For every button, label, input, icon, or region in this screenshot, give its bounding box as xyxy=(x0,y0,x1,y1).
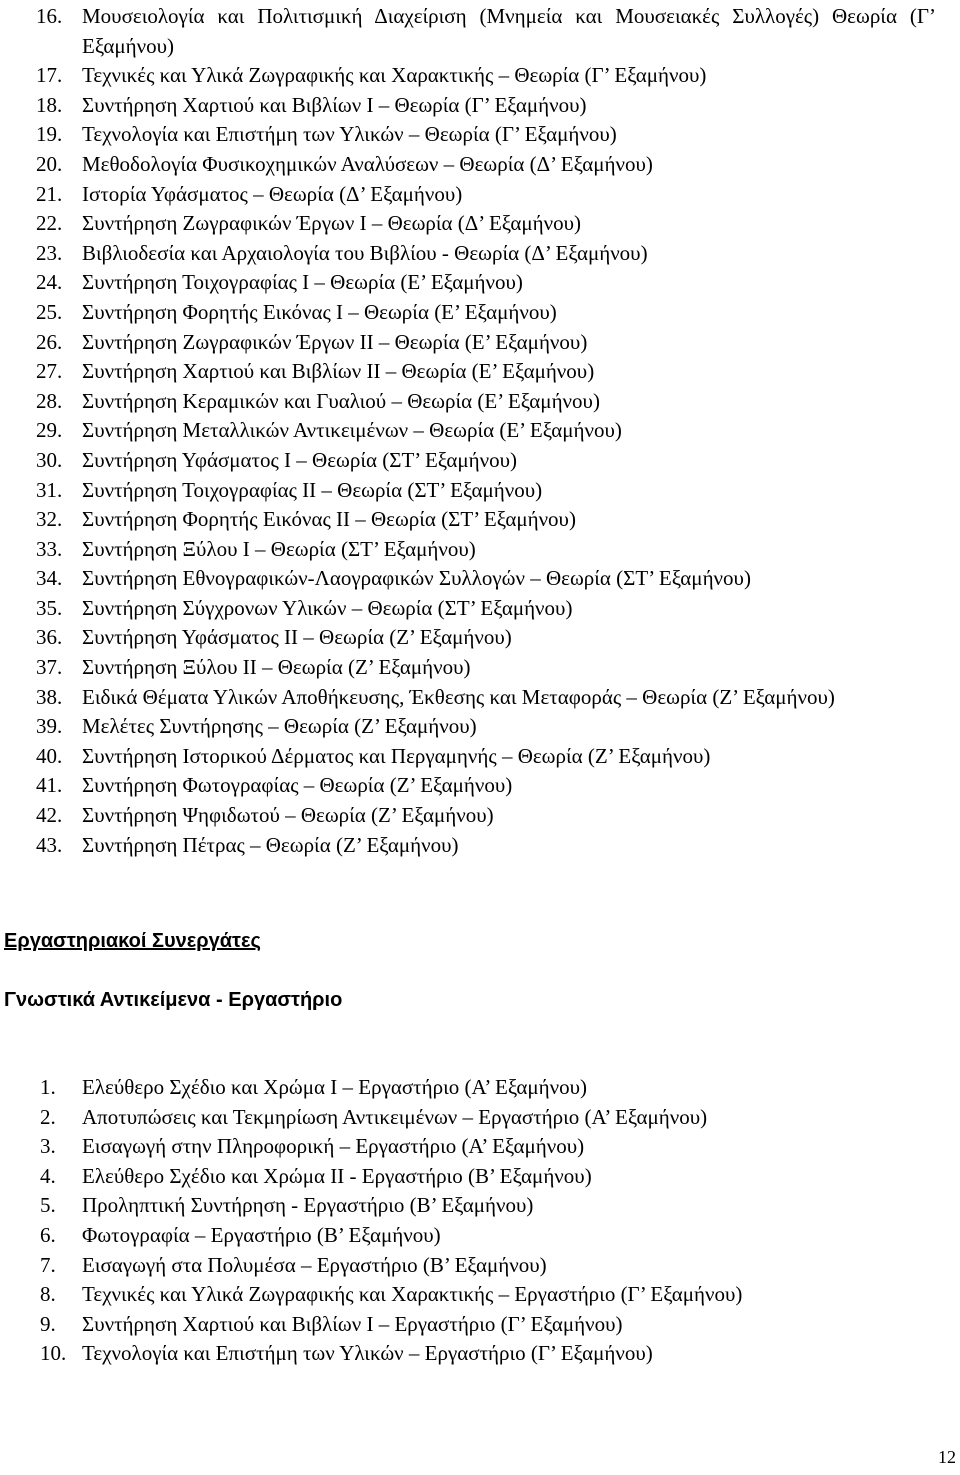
list-item xyxy=(36,683,936,713)
list-item-text: Συντήρηση Φωτογραφίας – Θεωρία (Ζ’ Εξαμήνου) xyxy=(82,773,513,798)
list-item-text: Ελεύθερο Σχέδιο και Χρώμα Ι – Εργαστήριο (Α’ Εξαμήνου) xyxy=(82,1075,588,1099)
list-item-text: Συντήρηση Υφάσματος ΙΙ – Θεωρία (Ζ’ Εξαμήνου) xyxy=(82,625,512,650)
list-item-number: 22. xyxy=(36,211,63,236)
list-item xyxy=(40,1103,920,1133)
list-item xyxy=(36,564,936,594)
list-item xyxy=(40,1191,920,1221)
list-item-text: Μελέτες Συντήρησης – Θεωρία (Ζ’ Εξαμήνου) xyxy=(82,714,477,739)
list-item-text: Συντήρηση Ζωγραφικών Έργων Ι – Θεωρία (Δ’ Εξαμήνου) xyxy=(82,211,581,236)
list-item-number: 19. xyxy=(36,122,63,147)
lab-course-list xyxy=(40,1073,920,1369)
list-item-number: 5. xyxy=(40,1193,56,1218)
list-item-number: 26. xyxy=(36,329,63,354)
list-item-number: 21. xyxy=(36,181,63,206)
list-item-text: Συντήρηση Ψηφιδωτού – Θεωρία (Ζ’ Εξαμήνου) xyxy=(82,803,494,828)
list-item-text: Συντήρηση Υφάσματος Ι – Θεωρία (ΣΤ’ Εξαμήνου) xyxy=(82,447,517,472)
list-item xyxy=(40,1310,920,1340)
list-item-number: 39. xyxy=(36,714,63,739)
list-item-text: Συντήρηση Φορητής Εικόνας ΙΙ – Θεωρία (ΣΤ’ Εξαμήνου) xyxy=(82,507,576,532)
list-item-text: Ελεύθερο Σχέδιο και Χρώμα ΙΙ - Εργαστήριο (Β’ Εξαμήνου) xyxy=(82,1163,592,1188)
list-item xyxy=(36,91,936,121)
list-item-text: Βιβλιοδεσία και Αρχαιολογία του Βιβλίου - Θεωρία (Δ’ Εξαμήνου) xyxy=(82,240,648,265)
list-item-number: 2. xyxy=(40,1104,56,1129)
list-item-text: Συντήρηση Σύγχρονων Υλικών – Θεωρία (ΣΤ’ Εξαμήνου) xyxy=(82,595,573,620)
list-item xyxy=(36,801,936,831)
list-item-number: 28. xyxy=(36,388,63,413)
list-item-text: Εισαγωγή στην Πληροφορική – Εργαστήριο (Α’ Εξαμήνου) xyxy=(82,1134,585,1159)
list-item xyxy=(36,771,936,801)
list-item-number: 23. xyxy=(36,240,63,265)
list-item-number: 32. xyxy=(36,507,63,532)
list-item xyxy=(36,831,936,861)
list-item-text: Συντήρηση Ξύλου Ι – Θεωρία (ΣΤ’ Εξαμήνου) xyxy=(82,536,476,561)
list-item xyxy=(36,535,936,565)
list-item-number: 8. xyxy=(40,1282,56,1307)
list-item xyxy=(36,387,936,417)
list-item xyxy=(36,209,936,239)
list-item xyxy=(40,1251,920,1281)
list-item-text: Τεχνολογία και Επιστήμη των Υλικών – Εργαστήριο (Γ’ Εξαμήνου) xyxy=(82,1341,653,1366)
list-item xyxy=(40,1132,920,1162)
list-item-text: Φωτογραφία – Εργαστήριο (Β’ Εξαμήνου) xyxy=(82,1222,441,1247)
list-item-text: Συντήρηση Πέτρας – Θεωρία (Ζ’ Εξαμήνου) xyxy=(82,832,459,857)
list-item-text: Μουσειολογία και Πολιτισμική Διαχείριση (Μνημεία και Μουσειακές Συλλογές) Θεωρία (Γ’ Εξαμήνου) xyxy=(82,4,936,58)
list-item-number: 33. xyxy=(36,536,63,561)
list-item xyxy=(36,505,936,535)
list-item-number: 20. xyxy=(36,151,63,176)
list-item-number: 31. xyxy=(36,477,63,502)
list-item-number: 3. xyxy=(40,1134,56,1159)
list-item xyxy=(36,239,936,269)
list-item-text: Εισαγωγή στα Πολυμέσα – Εργαστήριο (Β’ Εξαμήνου) xyxy=(82,1252,547,1277)
list-item-text: Ιστορία Υφάσματος – Θεωρία (Δ’ Εξαμήνου) xyxy=(82,181,463,206)
list-item xyxy=(40,1073,920,1103)
list-item xyxy=(36,357,936,387)
list-item-text: Συντήρηση Χαρτιού και Βιβλίων ΙΙ – Θεωρία (Ε’ Εξαμήνου) xyxy=(82,359,595,384)
list-item xyxy=(36,742,936,772)
list-item-number: 7. xyxy=(40,1252,56,1277)
list-item-number: 24. xyxy=(36,270,63,295)
list-item-text: Τεχνικές και Υλικά Ζωγραφικής και Χαρακτικής – Εργαστήριο (Γ’ Εξαμήνου) xyxy=(82,1282,743,1307)
list-item-text: Μεθοδολογία Φυσικοχημικών Αναλύσεων – Θεωρία (Δ’ Εξαμήνου) xyxy=(82,151,653,176)
list-item xyxy=(36,416,936,446)
list-item xyxy=(36,61,936,91)
list-item-number: 9. xyxy=(40,1311,56,1336)
list-item xyxy=(40,1280,920,1310)
list-item-text: Προληπτική Συντήρηση - Εργαστήριο (Β’ Εξαμήνου) xyxy=(82,1193,534,1218)
list-item-text: Τεχνολογία και Επιστήμη των Υλικών – Θεωρία (Γ’ Εξαμήνου) xyxy=(82,122,617,147)
list-item xyxy=(36,150,936,180)
list-item-text: Συντήρηση Μεταλλικών Αντικειμένων – Θεωρία (Ε’ Εξαμήνου) xyxy=(82,418,622,443)
list-item-number: 38. xyxy=(36,684,63,709)
lab-subjects-heading: Γνωστικά Αντικείμενα - Εργαστήριο xyxy=(4,989,343,1011)
list-item-number: 1. xyxy=(40,1075,56,1099)
list-item xyxy=(36,2,936,61)
list-item xyxy=(36,298,936,328)
list-item xyxy=(36,712,936,742)
list-item xyxy=(36,268,936,298)
list-item xyxy=(40,1221,920,1251)
list-item-number: 10. xyxy=(40,1341,67,1366)
list-item-text: Συντήρηση Τοιχογραφίας ΙΙ – Θεωρία (ΣΤ’ Εξαμήνου) xyxy=(82,477,543,502)
list-item-number: 18. xyxy=(36,92,63,117)
list-item xyxy=(36,180,936,210)
list-item-number: 16. xyxy=(36,4,63,28)
list-item-number: 36. xyxy=(36,625,63,650)
list-item-text: Συντήρηση Φορητής Εικόνας Ι – Θεωρία (Ε’ Εξαμήνου) xyxy=(82,299,557,324)
list-item-text: Συντήρηση Τοιχογραφίας Ι – Θεωρία (Ε’ Εξαμήνου) xyxy=(82,270,523,295)
list-item-number: 41. xyxy=(36,773,63,798)
list-item-text: Συντήρηση Χαρτιού και Βιβλίων Ι – Θεωρία (Γ’ Εξαμήνου) xyxy=(82,92,587,117)
list-item xyxy=(36,328,936,358)
list-item-number: 4. xyxy=(40,1163,56,1188)
list-item-text: Συντήρηση Χαρτιού και Βιβλίων Ι – Εργαστήριο (Γ’ Εξαμήνου) xyxy=(82,1311,623,1336)
list-item-number: 43. xyxy=(36,832,63,857)
list-item xyxy=(40,1162,920,1192)
list-item-number: 27. xyxy=(36,359,63,384)
page-number: 12 xyxy=(938,1447,956,1467)
collaborators-heading: Εργαστηριακοί Συνεργάτες xyxy=(4,930,261,952)
list-item-text: Συντήρηση Ιστορικού Δέρματος και Περγαμηνής – Θεωρία (Ζ’ Εξαμήνου) xyxy=(82,743,711,768)
list-item xyxy=(36,120,936,150)
list-item-number: 29. xyxy=(36,418,63,443)
list-item xyxy=(36,446,936,476)
list-item-text: Συντήρηση Ξύλου ΙΙ – Θεωρία (Ζ’ Εξαμήνου) xyxy=(82,655,471,680)
list-item xyxy=(36,623,936,653)
list-item-number: 30. xyxy=(36,447,63,472)
theory-course-list xyxy=(36,2,936,860)
list-item-number: 37. xyxy=(36,655,63,680)
list-item-number: 17. xyxy=(36,63,63,88)
list-item-text: Αποτυπώσεις και Τεκμηρίωση Αντικειμένων – Εργαστήριο (Α’ Εξαμήνου) xyxy=(82,1104,708,1129)
list-item-text: Τεχνικές και Υλικά Ζωγραφικής και Χαρακτικής – Θεωρία (Γ’ Εξαμήνου) xyxy=(82,63,707,88)
list-item-number: 6. xyxy=(40,1222,56,1247)
list-item-text: Συντήρηση Κεραμικών και Γυαλιού – Θεωρία (Ε’ Εξαμήνου) xyxy=(82,388,600,413)
list-item-text: Ειδικά Θέματα Υλικών Αποθήκευσης, Έκθεσης και Μεταφοράς – Θεωρία (Ζ’ Εξαμήνου) xyxy=(82,684,835,709)
list-item xyxy=(36,594,936,624)
list-item-number: 42. xyxy=(36,803,63,828)
list-item xyxy=(36,476,936,506)
list-item-number: 25. xyxy=(36,299,63,324)
list-item xyxy=(36,653,936,683)
list-item-number: 35. xyxy=(36,595,63,620)
list-item-number: 34. xyxy=(36,566,63,591)
list-item xyxy=(40,1339,920,1369)
list-item-number: 40. xyxy=(36,743,63,768)
list-item-text: Συντήρηση Εθνογραφικών-Λαογραφικών Συλλογών – Θεωρία (ΣΤ’ Εξαμήνου) xyxy=(82,566,751,591)
list-item-text: Συντήρηση Ζωγραφικών Έργων ΙΙ – Θεωρία (Ε’ Εξαμήνου) xyxy=(82,329,588,354)
